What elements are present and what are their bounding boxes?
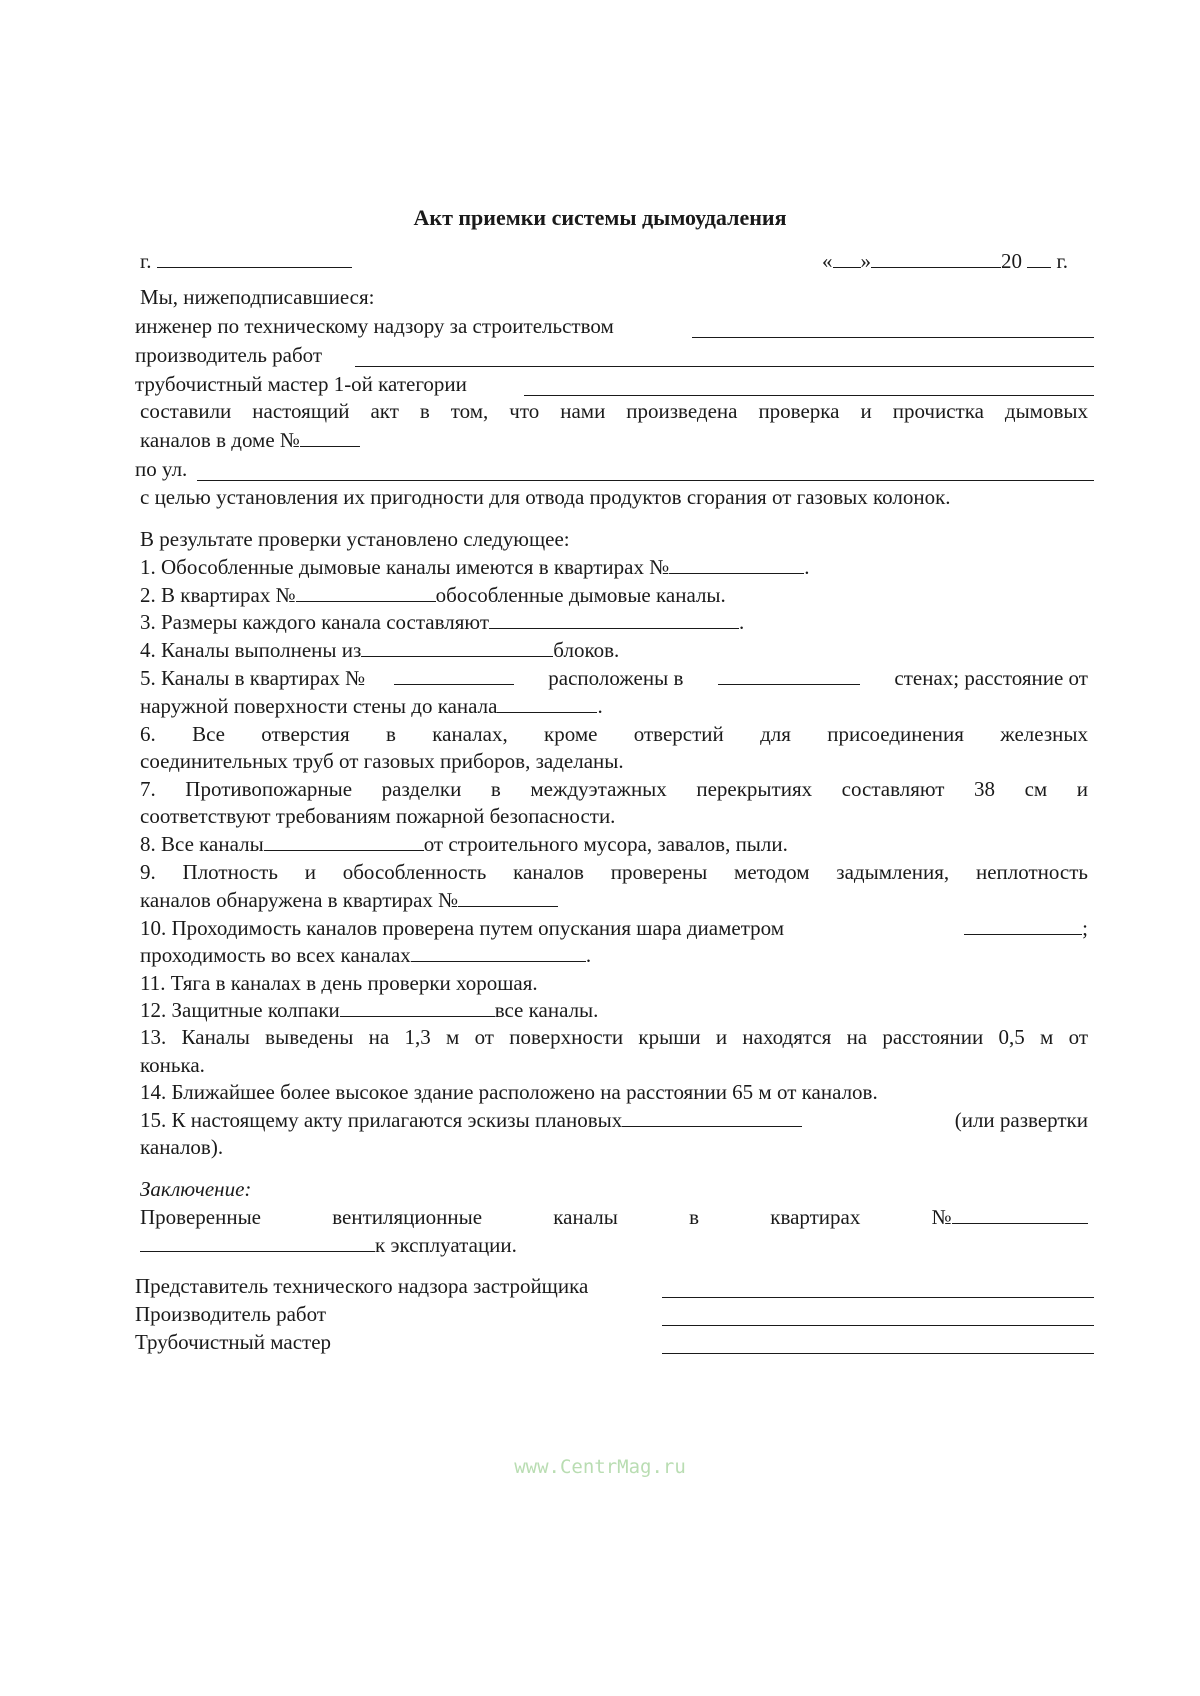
conclusion-line-1 xyxy=(140,1204,1088,1230)
item-9-field[interactable] xyxy=(458,887,558,907)
item-7-line-1: 7. Противопожарные разделки в междуэтажных перекрытиях составляют 38 см и xyxy=(140,777,1088,801)
item-10-field-wrap xyxy=(964,915,1088,941)
item-10-passability-text: проходимость во всех каналах xyxy=(140,943,411,967)
item-5-end: . xyxy=(597,694,603,718)
participant-1-field[interactable] xyxy=(692,337,1094,338)
participant-1-label: инженер по техническому надзору за строительством xyxy=(135,314,614,338)
item-6-line-1: 6. Все отверстия в каналах, кроме отверстий для присоединения железных xyxy=(140,722,1088,746)
intro-text: Мы, нижеподписавшиеся: xyxy=(140,285,375,309)
conclusion-apartments-field[interactable] xyxy=(952,1204,1088,1224)
item-15-text: 15. К настоящему акту прилагаются эскизы плановых xyxy=(140,1108,623,1132)
signature-3-field[interactable] xyxy=(662,1353,1094,1354)
item-1 xyxy=(140,554,810,580)
item-13-line-2: конька. xyxy=(140,1053,205,1077)
item-12-text-end: все каналы. xyxy=(494,998,599,1022)
item-15-left xyxy=(140,1107,802,1133)
watermark-link[interactable]: www.CentrMag.ru xyxy=(514,1456,686,1478)
item-11: 11. Тяга в каналах в день проверки хорошая. xyxy=(140,971,538,995)
item-8-text: 8. Все каналы xyxy=(140,832,264,856)
item-1-end: . xyxy=(804,555,810,579)
document-title: Акт приемки системы дымоудаления xyxy=(413,205,787,230)
item-10-diameter-field[interactable] xyxy=(964,915,1082,935)
signature-2-field[interactable] xyxy=(662,1325,1094,1326)
signature-1-field[interactable] xyxy=(662,1297,1094,1298)
item-5-line-2 xyxy=(140,693,603,719)
year-field[interactable] xyxy=(1027,248,1051,268)
item-12-field[interactable] xyxy=(340,997,495,1017)
item-1-text: 1. Обособленные дымовые каналы имеются в квартирах № xyxy=(140,555,670,579)
item-5-walls-field[interactable] xyxy=(718,665,860,685)
signature-1-label: Представитель технического надзора застройщика xyxy=(135,1274,589,1298)
item-9-line-2 xyxy=(140,887,558,913)
item-3-field[interactable] xyxy=(489,609,739,629)
item-2-text-end: обособленные дымовые каналы. xyxy=(435,583,726,607)
house-number-field[interactable] xyxy=(300,427,360,447)
item-9-text: каналов обнаружена в квартирах № xyxy=(140,888,459,912)
signature-3-label: Трубочистный мастер xyxy=(135,1330,332,1354)
item-10-semicolon: ; xyxy=(1082,916,1088,940)
item-5-text: 5. Каналы в квартирах № xyxy=(140,666,366,690)
item-10-line-2 xyxy=(140,942,591,968)
item-5-apartments-field[interactable] xyxy=(394,665,514,685)
month-field[interactable] xyxy=(871,248,1001,268)
item-2-text: 2. В квартирах № xyxy=(140,583,296,607)
conclusion-text-end: к эксплуатации. xyxy=(375,1233,517,1257)
year-prefix: 20 xyxy=(1001,249,1022,273)
item-2 xyxy=(140,582,726,608)
item-15-line-2: каналов). xyxy=(140,1135,224,1159)
item-9-line-1: 9. Плотность и обособленность каналов проверены методом задымления, неплотность xyxy=(140,860,1088,884)
date-line xyxy=(822,248,1068,274)
item-6-line-2: соединительных труб от газовых приборов, заделаны. xyxy=(140,749,624,773)
item-15-line-1 xyxy=(140,1107,1088,1133)
participant-2-field[interactable] xyxy=(355,366,1094,367)
statement-line-2 xyxy=(140,427,360,453)
item-5-distance-text: наружной поверхности стены до канала xyxy=(140,694,498,718)
item-2-field[interactable] xyxy=(296,582,436,602)
purpose-text: с целью установления их пригодности для отвода продуктов сгорания от газовых колонок. xyxy=(140,485,951,509)
item-12 xyxy=(140,997,598,1023)
conclusion-status-field[interactable] xyxy=(140,1232,375,1252)
conclusion-line-2 xyxy=(140,1232,517,1258)
house-label: каналов в доме № xyxy=(140,428,300,452)
item-5-line-1 xyxy=(140,665,1088,691)
item-14: 14. Ближайшее более высокое здание расположено на расстоянии 65 м от каналов. xyxy=(140,1080,878,1104)
participant-3-field[interactable] xyxy=(524,395,1094,396)
item-3 xyxy=(140,609,744,635)
conclusion-label: Заключение: xyxy=(140,1177,252,1201)
statement-line-1: составили настоящий акт в том, что нами произведена проверка и прочистка дымовых xyxy=(140,399,1088,423)
item-7-line-2: соответствуют требованиям пожарной безопасности. xyxy=(140,804,616,828)
item-4-text: 4. Каналы выполнены из xyxy=(140,638,362,662)
day-field[interactable] xyxy=(833,248,861,268)
participant-2-label: производитель работ xyxy=(135,343,323,367)
item-4 xyxy=(140,637,619,663)
year-suffix: г. xyxy=(1056,249,1068,273)
item-5-located-text: расположены в xyxy=(548,666,684,690)
date-close-quote: » xyxy=(860,249,871,273)
conclusion-text: Проверенные вентиляционные каналы в квартирах № xyxy=(140,1205,952,1229)
item-10-passability-field[interactable] xyxy=(411,942,586,962)
item-10-line-1 xyxy=(140,915,1088,941)
item-4-field[interactable] xyxy=(361,637,553,657)
street-label: по ул. xyxy=(135,457,188,481)
item-8-text-end: от строительного мусора, завалов, пыли. xyxy=(423,832,788,856)
item-8-field[interactable] xyxy=(264,831,424,851)
item-5-distance-field[interactable] xyxy=(497,693,597,713)
results-intro: В результате проверки установлено следующее: xyxy=(140,527,570,551)
item-15-field[interactable] xyxy=(622,1107,802,1127)
city-field[interactable] xyxy=(157,248,352,268)
item-3-end: . xyxy=(739,610,745,634)
item-15-text-end: (или развертки xyxy=(954,1108,1088,1132)
date-open-quote: « xyxy=(822,249,833,273)
item-10-end: . xyxy=(585,943,592,967)
item-4-text-end: блоков. xyxy=(553,638,620,662)
item-12-text: 12. Защитные колпаки xyxy=(140,998,340,1022)
signature-2-label: Производитель работ xyxy=(135,1302,326,1326)
item-5-walls-text: стенах; расстояние от xyxy=(894,666,1088,690)
item-13-line-1: 13. Каналы выведены на 1,3 м от поверхности крыши и находятся на расстоянии 0,5 м от xyxy=(140,1025,1088,1049)
city-line xyxy=(140,248,352,274)
item-3-text: 3. Размеры каждого канала составляют xyxy=(140,610,489,634)
item-1-field[interactable] xyxy=(669,554,804,574)
item-8 xyxy=(140,831,788,857)
city-prefix: г. xyxy=(140,249,152,273)
street-field[interactable] xyxy=(197,480,1094,481)
participant-3-label: трубочистный мастер 1-ой категории xyxy=(135,372,467,396)
item-10-text: 10. Проходимость каналов проверена путем опускания шара диаметром xyxy=(140,916,785,940)
